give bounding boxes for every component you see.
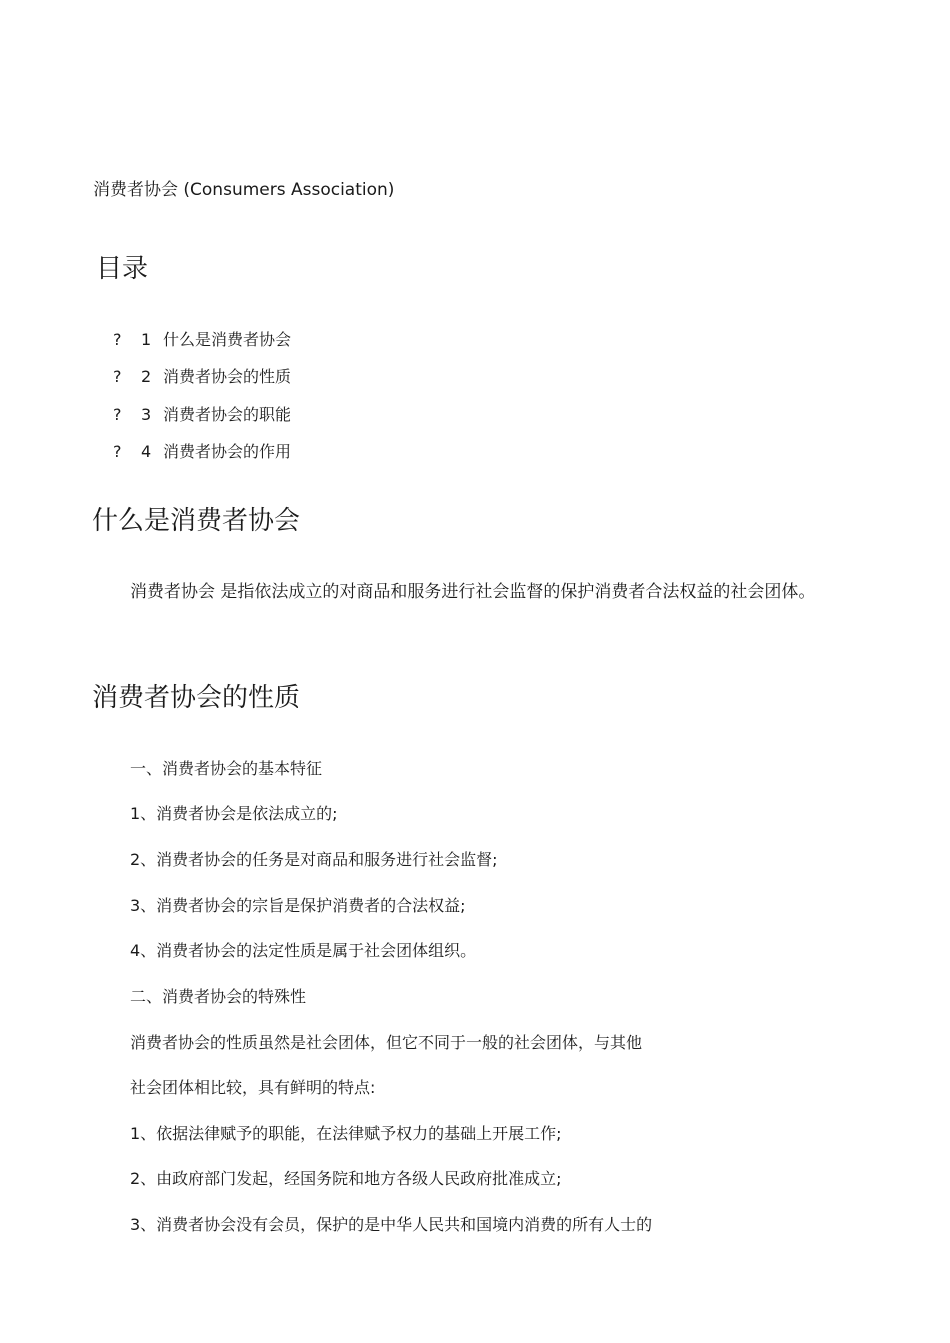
- body-line: 二、消费者协会的特殊性: [130, 987, 307, 1006]
- toc-item-label: 消费者协会的职能: [163, 405, 292, 424]
- body-line: 4、消费者协会的法定性质是属于社会团体组织。: [130, 941, 477, 960]
- body-line: 2、消费者协会的任务是对商品和服务进行社会监督;: [130, 850, 498, 869]
- toc-marker: ?: [113, 442, 122, 461]
- toc-item-label: 消费者协会的性质: [163, 367, 292, 386]
- toc-marker: ?: [113, 367, 122, 386]
- toc-heading: 目录: [96, 254, 149, 284]
- body-line: 社会团体相比较，具有鲜明的特点:: [130, 1078, 376, 1097]
- toc-item[interactable]: [113, 329, 291, 351]
- section-heading: 消费者协会的性质: [92, 683, 301, 713]
- toc-item-number: 2: [141, 367, 152, 386]
- section-paragraph: 消费者协会 是指依法成立的对商品和服务进行社会监督的保护消费者合法权益的社会团体。: [130, 582, 816, 602]
- body-line: 一、消费者协会的基本特征: [130, 759, 323, 778]
- document-title: 消费者协会 (Consumers Association): [93, 180, 395, 200]
- body-line: 1、消费者协会是依法成立的;: [130, 804, 338, 823]
- toc-item-number: 4: [141, 442, 152, 461]
- body-line: 3、消费者协会没有会员，保护的是中华人民共和国境内消费的所有人士的: [130, 1215, 653, 1234]
- toc-item-label: 什么是消费者协会: [163, 330, 292, 349]
- body-line: 1、依据法律赋予的职能，在法律赋予权力的基础上开展工作;: [130, 1124, 562, 1143]
- body-line: 2、由政府部门发起，经国务院和地方各级人民政府批准成立;: [130, 1169, 562, 1188]
- toc-item-number: 1: [141, 330, 152, 349]
- body-line: 3、消费者协会的宗旨是保护消费者的合法权益;: [130, 896, 466, 915]
- body-line: 消费者协会的性质虽然是社会团体，但它不同于一般的社会团体，与其他: [130, 1033, 643, 1052]
- toc-marker: ?: [113, 330, 122, 349]
- section-heading: 什么是消费者协会: [92, 506, 301, 536]
- toc-item[interactable]: [113, 441, 291, 463]
- toc-item[interactable]: [113, 404, 291, 426]
- toc-item-number: 3: [141, 405, 152, 424]
- toc-item[interactable]: [113, 366, 291, 388]
- toc-item-label: 消费者协会的作用: [163, 442, 292, 461]
- toc-marker: ?: [113, 405, 122, 424]
